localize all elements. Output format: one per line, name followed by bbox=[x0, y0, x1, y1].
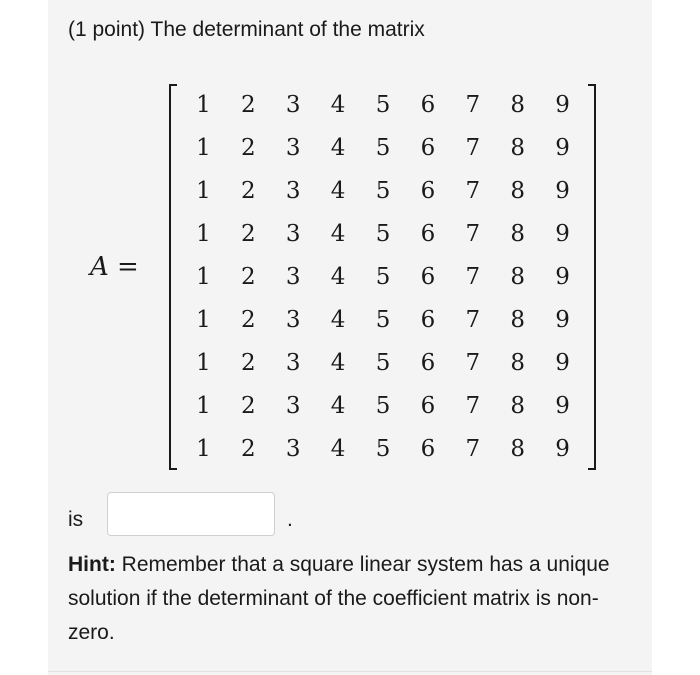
matrix-cell: 2 bbox=[241, 135, 256, 162]
matrix-cell: 7 bbox=[465, 135, 481, 162]
matrix-cell: 4 bbox=[330, 135, 346, 162]
matrix-cell: 9 bbox=[555, 135, 570, 162]
matrix-cell: 9 bbox=[555, 435, 570, 462]
matrix-cell: 5 bbox=[375, 264, 391, 290]
matrix-cell: 9 bbox=[555, 306, 570, 333]
matrix-cell: 3 bbox=[285, 349, 301, 376]
matrix-cell: 3 bbox=[285, 264, 301, 290]
matrix-cell: 6 bbox=[420, 264, 436, 290]
matrix-cell: 7 bbox=[465, 349, 481, 376]
matrix-cell: 8 bbox=[510, 435, 525, 462]
matrix-cell: 1 bbox=[196, 306, 211, 333]
answer-input[interactable] bbox=[107, 492, 275, 536]
matrix-cell: 6 bbox=[420, 92, 436, 119]
matrix-cell: 9 bbox=[555, 264, 570, 290]
matrix-cell: 5 bbox=[375, 221, 391, 248]
matrix-cell: 2 bbox=[241, 435, 256, 462]
matrix-cell: 7 bbox=[465, 221, 481, 248]
matrix-cell: 2 bbox=[241, 264, 256, 290]
matrix-cell: 6 bbox=[420, 178, 436, 205]
matrix-cell: 7 bbox=[465, 178, 481, 205]
matrix-cell: 5 bbox=[375, 135, 391, 162]
matrix-cell: 7 bbox=[465, 392, 481, 419]
matrix-cell: 9 bbox=[555, 349, 570, 376]
matrix-cell: 2 bbox=[241, 306, 256, 333]
matrix-cell: 5 bbox=[375, 392, 391, 419]
matrix-cell: 2 bbox=[241, 392, 256, 419]
matrix-cell: 9 bbox=[555, 92, 570, 119]
matrix-row bbox=[181, 341, 585, 384]
question-card bbox=[48, 0, 652, 675]
matrix-row bbox=[181, 298, 585, 341]
matrix-cell: 8 bbox=[510, 221, 525, 248]
matrix-cell: 2 bbox=[241, 349, 256, 376]
matrix-row bbox=[181, 384, 585, 427]
matrix-cell: 5 bbox=[375, 435, 391, 462]
matrix-cell: 1 bbox=[196, 135, 211, 162]
matrix-cell: 8 bbox=[510, 135, 525, 162]
hint-label: Hint: bbox=[68, 553, 116, 576]
matrix-cell: 5 bbox=[375, 178, 391, 205]
matrix-cell: 8 bbox=[510, 92, 525, 119]
equals-sign: = bbox=[117, 252, 139, 282]
matrix-cell: 8 bbox=[510, 392, 525, 419]
matrix-cell: 8 bbox=[510, 178, 525, 205]
matrix-right-bracket bbox=[588, 84, 596, 470]
matrix-cell: 9 bbox=[555, 221, 570, 248]
matrix-cell: 2 bbox=[241, 178, 256, 205]
matrix-cell: 3 bbox=[285, 92, 301, 119]
matrix-cell: 3 bbox=[285, 306, 301, 333]
matrix-left-bracket bbox=[169, 84, 177, 470]
matrix-cell: 8 bbox=[510, 349, 525, 376]
matrix-cell: 4 bbox=[330, 435, 346, 462]
matrix-cell: 6 bbox=[420, 392, 436, 419]
matrix-cell: 4 bbox=[330, 92, 346, 119]
matrix-cell: 3 bbox=[285, 178, 301, 205]
matrix-cell: 7 bbox=[465, 435, 481, 462]
matrix-cell: 9 bbox=[555, 392, 570, 419]
matrix-cell: 5 bbox=[375, 349, 391, 376]
matrix-cell: 4 bbox=[330, 221, 346, 248]
matrix-cell: 6 bbox=[420, 306, 436, 333]
matrix-cell: 1 bbox=[196, 264, 211, 290]
matrix-cell: 2 bbox=[241, 221, 256, 248]
matrix-row bbox=[181, 170, 585, 213]
matrix-cell: 4 bbox=[330, 349, 346, 376]
matrix-cell: 1 bbox=[196, 221, 211, 248]
hint-body: Remember that a square linear system has a unique solution if the determinant of the coefficient matrix is non-zero. bbox=[68, 553, 610, 644]
period: . bbox=[287, 508, 293, 531]
matrix-cell: 4 bbox=[330, 178, 346, 205]
hint-text bbox=[68, 548, 628, 650]
matrix-cell: 5 bbox=[375, 306, 391, 333]
matrix-row bbox=[181, 84, 585, 127]
matrix-cell: 4 bbox=[330, 306, 346, 333]
matrix-cell: 3 bbox=[285, 435, 301, 462]
matrix-cell: 6 bbox=[420, 349, 436, 376]
matrix-cell: 7 bbox=[465, 306, 481, 333]
matrix-cell: 6 bbox=[420, 135, 436, 162]
matrix-cell: 7 bbox=[465, 92, 481, 119]
matrix-cell: 8 bbox=[510, 306, 525, 333]
matrix-cell: 6 bbox=[420, 435, 436, 462]
is-label: is bbox=[68, 508, 84, 531]
matrix-cell: 6 bbox=[420, 221, 436, 248]
matrix-cell: 1 bbox=[196, 178, 211, 205]
matrix-cell: 1 bbox=[196, 435, 211, 462]
matrix-cell: 1 bbox=[196, 349, 211, 376]
matrix-row bbox=[181, 127, 585, 170]
card-divider bbox=[48, 671, 652, 672]
matrix-equation-label bbox=[90, 252, 139, 282]
matrix-cell: 3 bbox=[285, 135, 301, 162]
matrix-row bbox=[181, 213, 585, 256]
matrix-cell: 2 bbox=[241, 92, 256, 119]
matrix-cell: 4 bbox=[330, 264, 346, 290]
matrix-cell: 7 bbox=[465, 264, 481, 290]
matrix-cell: 8 bbox=[510, 264, 525, 290]
matrix-cell: 1 bbox=[196, 92, 211, 119]
matrix-name: A bbox=[90, 252, 109, 282]
matrix bbox=[181, 84, 585, 470]
matrix-cell: 3 bbox=[285, 392, 301, 419]
matrix-row bbox=[181, 427, 585, 470]
matrix-row bbox=[181, 256, 585, 299]
matrix-cell: 3 bbox=[285, 221, 301, 248]
question-intro: (1 point) The determinant of the matrix bbox=[68, 18, 425, 41]
matrix-cell: 1 bbox=[196, 392, 211, 419]
matrix-cell: 9 bbox=[555, 178, 570, 205]
matrix-cell: 5 bbox=[375, 92, 391, 119]
matrix-cell: 4 bbox=[330, 392, 346, 419]
